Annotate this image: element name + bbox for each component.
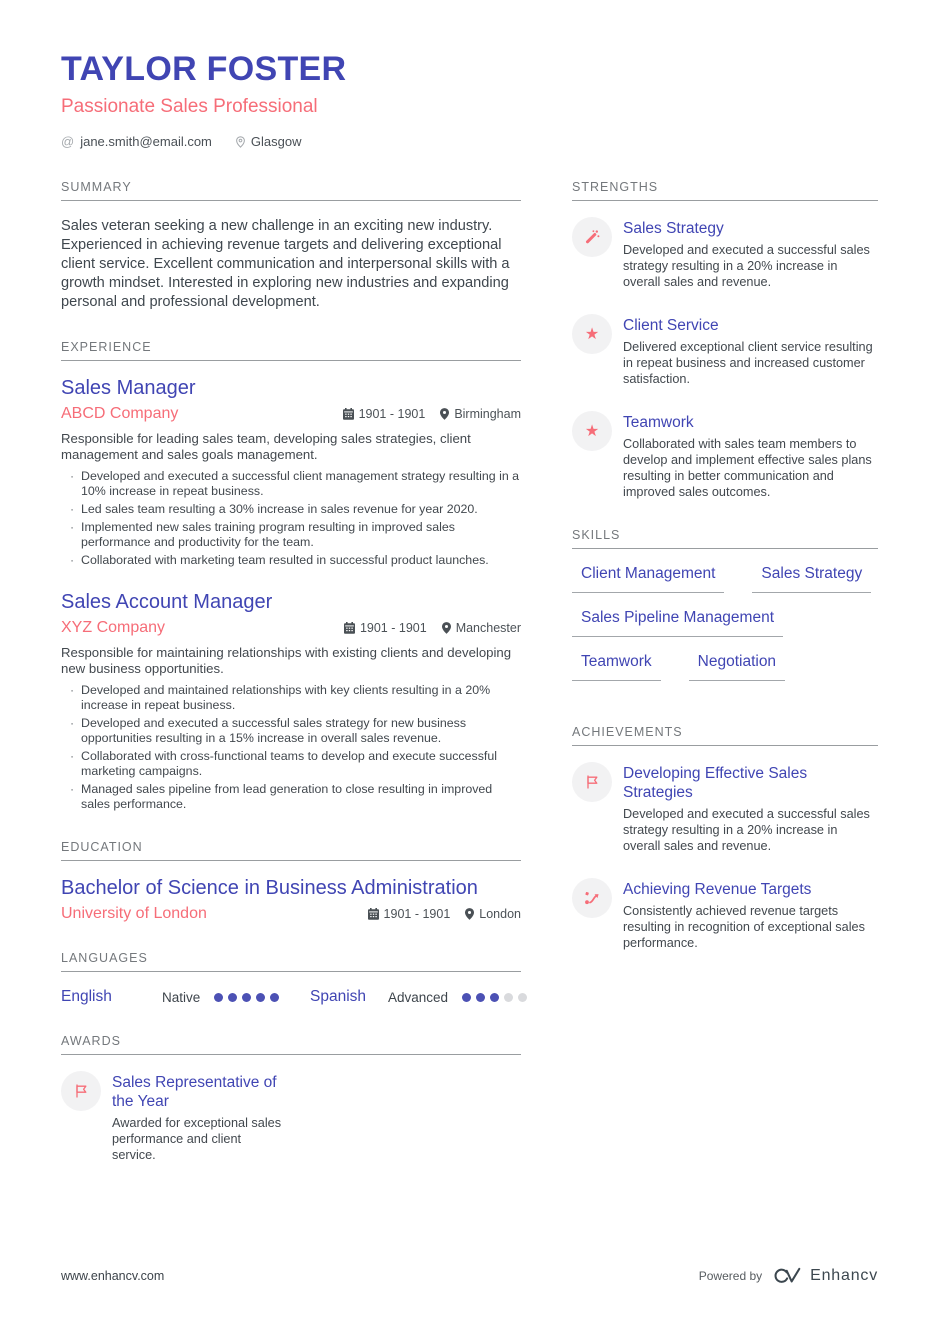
language-proficiency-dots (214, 993, 279, 1002)
enhancv-brand (773, 1266, 878, 1286)
achievement-description: Developed and executed a successful sales strategy resulting in a 20% increase in overall sales and revenue. (623, 807, 870, 853)
education-heading: EDUCATION (61, 840, 521, 861)
award-item (61, 1071, 521, 1163)
job-bullets (61, 683, 521, 812)
website-link[interactable]: www.enhancv.com (61, 1269, 165, 1283)
job-company: XYZ Company (61, 619, 166, 636)
strength-item (572, 314, 878, 387)
flag-icon (61, 1071, 101, 1111)
flag-icon (572, 762, 612, 802)
achievements-heading: ACHIEVEMENTS (572, 725, 878, 746)
skill-tag: Negotiation (689, 653, 785, 681)
candidate-title: Passionate Sales Professional (61, 96, 318, 117)
powered-by-label: Powered by (698, 1269, 763, 1283)
job-description: Responsible for leading sales team, developing sales strategies, client management and sales goals management. (61, 431, 471, 462)
experience-entry (61, 591, 521, 812)
section-experience (61, 340, 521, 812)
skills-heading: SKILLS (572, 528, 878, 549)
job-role: Sales Account Manager (61, 591, 273, 613)
strength-description: Delivered exceptional client service resulting in repeat business and increased customer satisfaction. (623, 340, 873, 386)
location-item (236, 134, 302, 149)
enhancv-logo-icon (773, 1266, 802, 1286)
resume-header (61, 50, 878, 149)
section-skills (572, 528, 878, 697)
language-level: Native (162, 989, 201, 1005)
page-footer (61, 1266, 878, 1286)
section-strengths (572, 180, 878, 500)
language-item (310, 988, 527, 1006)
left-column (61, 180, 521, 1191)
bullet-item: · Managed sales pipeline from lead generation to close resulting in improved sales performance. (81, 782, 521, 812)
bullet-item: · Implemented new sales training program resulting in improved sales performance and productivity for the team. (81, 520, 521, 550)
skill-tag: Sales Pipeline Management (572, 609, 783, 637)
location-pin-icon (236, 136, 245, 148)
at-sign-icon: @ (61, 134, 75, 149)
language-level: Advanced (388, 989, 449, 1005)
section-education (61, 840, 521, 923)
language-name: Spanish (310, 988, 367, 1005)
calendar-icon (344, 622, 355, 634)
job-location: Manchester (442, 621, 521, 635)
skill-tag: Sales Strategy (752, 565, 871, 593)
right-column (572, 180, 878, 1191)
job-role: Sales Manager (61, 377, 196, 399)
strength-item (572, 217, 878, 290)
section-achievements (572, 725, 878, 951)
calendar-icon (343, 408, 354, 420)
section-languages (61, 951, 521, 1006)
job-company: ABCD Company (61, 405, 179, 422)
bullet-item: · Led sales team resulting a 30% increase in sales revenue for year 2020. (81, 502, 521, 517)
strength-description: Developed and executed a successful sales strategy resulting in a 20% increase in overall sales and revenue. (623, 243, 870, 289)
section-summary (61, 180, 521, 312)
location-pin-icon (465, 908, 474, 920)
magic-wand-icon (572, 217, 612, 257)
award-description: Awarded for exceptional sales performance and client service. (112, 1116, 282, 1162)
languages-heading: LANGUAGES (61, 951, 521, 972)
degree-title: Bachelor of Science in Business Administration (61, 877, 478, 899)
location-pin-icon (440, 408, 449, 420)
school-name: University of London (61, 905, 207, 922)
language-name: English (61, 988, 112, 1005)
achievement-item (572, 878, 878, 951)
education-meta (368, 907, 521, 921)
summary-text: Sales veteran seeking a new challenge in an exciting new industry. Experienced in achieving revenue targets and delivering exceptional client service. Excellent communication and interpersonal skills with a growth mindset. Interested in exploring new industries and expanding personal and professional development. (61, 218, 510, 310)
bullet-item: · Collaborated with marketing team resulted in successful product launches. (81, 553, 521, 568)
email-item[interactable] (61, 134, 212, 149)
date-range: 1901 - 1901 (343, 407, 426, 421)
experience-heading: EXPERIENCE (61, 340, 521, 361)
calendar-icon (368, 908, 379, 920)
date-range: 1901 - 1901 (344, 621, 427, 635)
bullet-item: · Collaborated with cross-functional teams to develop and execute successful marketing campaigns. (81, 749, 521, 779)
star-icon: ★ (572, 411, 612, 451)
contact-row (61, 134, 878, 149)
date-range: 1901 - 1901 (368, 907, 451, 921)
strength-title: Sales Strategy (623, 220, 724, 237)
bullet-item: · Developed and maintained relationships with key clients resulting in a 20% increase in repeat business. (81, 683, 521, 713)
powered-by (699, 1266, 878, 1286)
candidate-name: TAYLOR FOSTER (61, 50, 347, 88)
job-meta (343, 407, 521, 421)
job-bullets (61, 469, 521, 568)
email-value[interactable]: jane.smith@email.com (80, 134, 212, 149)
skill-tag: Client Management (572, 565, 724, 593)
experience-entry (61, 377, 521, 568)
bullet-item: · Developed and executed a successful sales strategy for new business opportunities resulting in a 15% increase in overall sales revenue. (81, 716, 521, 746)
award-title: Sales Representative of the Year (112, 1074, 277, 1110)
trending-arrow-icon (572, 878, 612, 918)
summary-heading: SUMMARY (61, 180, 521, 201)
language-item (61, 988, 310, 1006)
job-meta (344, 621, 521, 635)
strength-title: Teamwork (623, 414, 694, 431)
achievement-title: Developing Effective Sales Strategies (623, 765, 808, 801)
achievement-item (572, 762, 878, 854)
language-proficiency-dots (462, 993, 527, 1002)
job-description: Responsible for maintaining relationships with existing clients and developing new business opportunities. (61, 645, 512, 676)
strengths-heading: STRENGTHS (572, 180, 878, 201)
strength-item (572, 411, 878, 500)
skill-tag: Teamwork (572, 653, 661, 681)
strength-description: Collaborated with sales team members to develop and implement effective sales plans resulting in better communication and improved sales outcomes. (623, 437, 872, 499)
job-location: Birmingham (440, 407, 521, 421)
location-pin-icon (442, 622, 451, 634)
skills-list (572, 565, 878, 697)
education-location: London (465, 907, 521, 921)
location-value: Glasgow (250, 134, 302, 149)
achievement-description: Consistently achieved revenue targets resulting in recognition of exceptional sales performance. (623, 904, 865, 950)
section-awards (61, 1034, 521, 1163)
awards-heading: AWARDS (61, 1034, 521, 1055)
achievement-title: Achieving Revenue Targets (623, 881, 812, 898)
bullet-item: · Developed and executed a successful client management strategy resulting in a 10% increase in repeat business. (81, 469, 521, 499)
star-icon: ★ (572, 314, 612, 354)
brand-name: Enhancv (810, 1267, 878, 1284)
strength-title: Client Service (623, 317, 719, 334)
